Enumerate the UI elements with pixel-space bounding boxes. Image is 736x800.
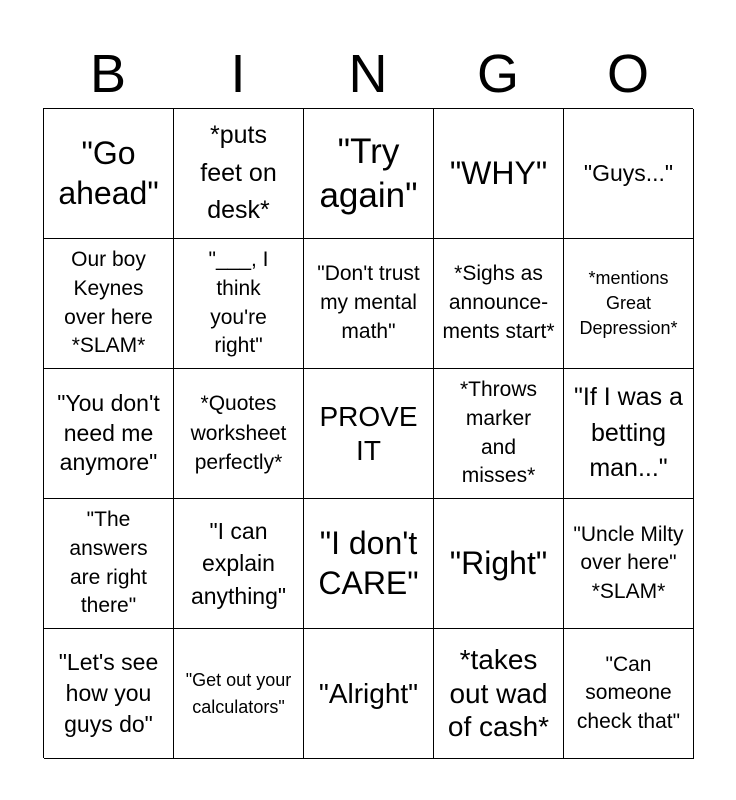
bingo-cell[interactable]: *puts feet on desk* — [174, 109, 304, 239]
header-letter-b: B — [89, 44, 127, 104]
bingo-cell[interactable]: PROVE IT — [304, 369, 434, 499]
bingo-header — [43, 40, 693, 108]
bingo-cell[interactable]: *mentions Great Depression* — [564, 239, 694, 369]
header-letter-g: G — [476, 44, 519, 104]
header-letter-i: I — [230, 44, 246, 104]
header-letter-n: N — [348, 44, 388, 104]
bingo-cell[interactable]: "___, I think you're right" — [174, 239, 304, 369]
bingo-cell[interactable]: "Go ahead" — [44, 109, 174, 239]
bingo-cell[interactable]: "Can someone check that" — [564, 629, 694, 759]
bingo-cell[interactable]: "WHY" — [434, 109, 564, 239]
bingo-cell[interactable]: *Throws marker and misses* — [434, 369, 564, 499]
bingo-cell[interactable]: "Get out your calculators" — [174, 629, 304, 759]
bingo-cell[interactable]: "Don't trust my mental math" — [304, 239, 434, 369]
bingo-cell[interactable]: "I don't CARE" — [304, 499, 434, 629]
bingo-cell[interactable]: "Guys..." — [564, 109, 694, 239]
header-letter-o: O — [606, 44, 649, 104]
bingo-cell[interactable]: "Right" — [434, 499, 564, 629]
bingo-cell[interactable]: "Alright" — [304, 629, 434, 759]
bingo-cell[interactable]: Our boy Keynes over here *SLAM* — [44, 239, 174, 369]
bingo-cell[interactable]: "If I was a betting man..." — [564, 369, 694, 499]
bingo-cell[interactable]: "Let's see how you guys do" — [44, 629, 174, 759]
bingo-board — [43, 108, 693, 758]
bingo-cell[interactable]: "Try again" — [304, 109, 434, 239]
bingo-cell[interactable]: "Uncle Milty over here" *SLAM* — [564, 499, 694, 629]
bingo-cell[interactable]: *Sighs as announce-ments start* — [434, 239, 564, 369]
bingo-cell[interactable]: "You don't need me anymore" — [44, 369, 174, 499]
bingo-cell[interactable]: "The answers are right there" — [44, 499, 174, 629]
bingo-cell[interactable]: "I can explain anything" — [174, 499, 304, 629]
bingo-cell[interactable]: *Quotes worksheet perfectly* — [174, 369, 304, 499]
bingo-cell[interactable]: *takes out wad of cash* — [434, 629, 564, 759]
